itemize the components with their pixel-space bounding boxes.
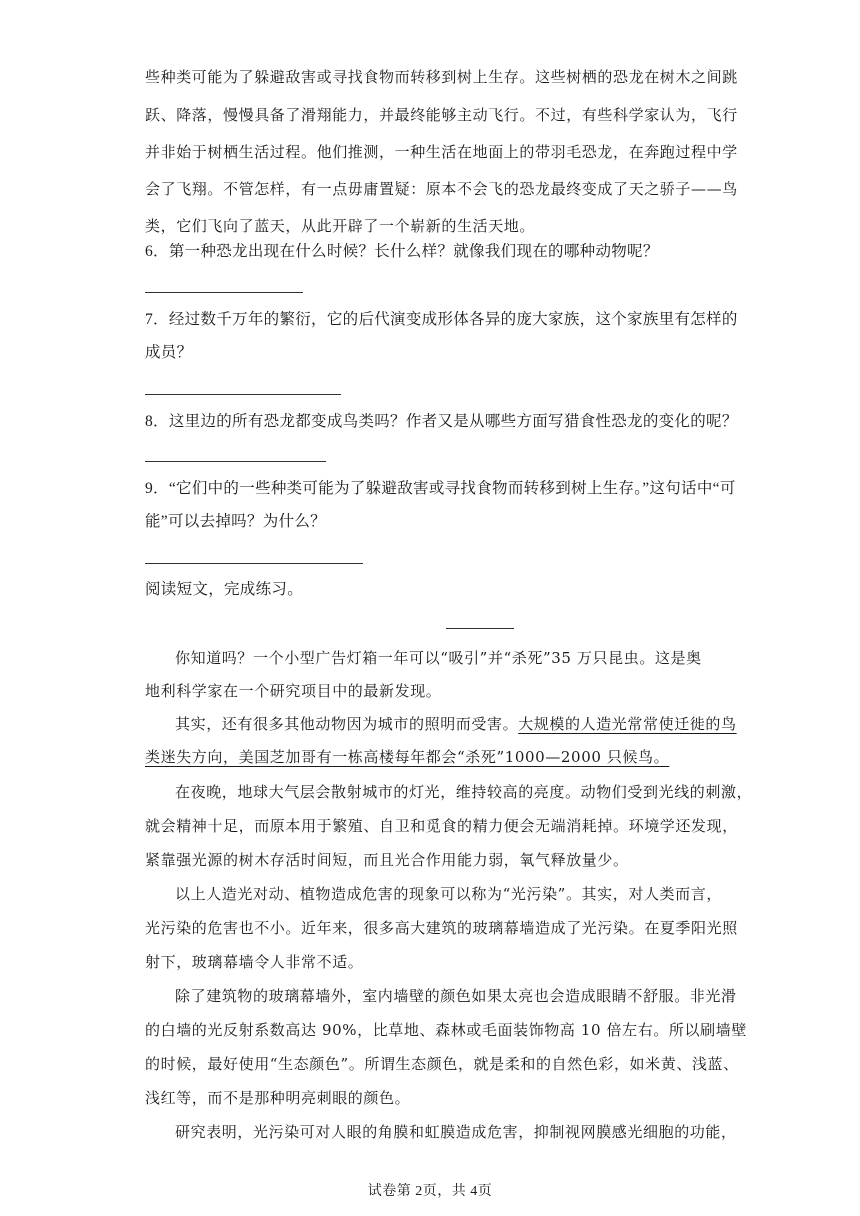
passage2-line: 研究表明，光污染可对人眼的角膜和虹膜造成危害，抑制视网膜感光细胞的功能， xyxy=(175,1123,737,1141)
underlined-sentence: 大规模的人造光常常使迁徙的鸟 xyxy=(518,715,737,733)
title-blank[interactable] xyxy=(446,628,514,629)
question-7: 7．经过数千万年的繁衍，它的后代演变成形体各异的庞大家族，这个家族里有怎样的 xyxy=(145,311,738,328)
passage-line: 跃、降落，慢慢具备了滑翔能力，并最终能够主动飞行。不过，有些科学家认为，飞行 xyxy=(145,106,738,124)
answer-blank-7[interactable] xyxy=(145,394,341,395)
question-7-cont: 成员？ xyxy=(145,344,193,361)
passage-line: 并非始于树栖生活过程。他们推测，一种生活在地面上的带羽毛恐龙，在奔跑过程中学 xyxy=(145,143,738,161)
passage2-line: 你知道吗？一个小型广告灯箱一年可以“吸引”并“杀死”35 万只昆虫。这是奥 xyxy=(175,649,702,667)
passage2-line xyxy=(175,713,737,735)
passage2-line: 紧靠强光源的树木存活时间短，而且光合作用能力弱，氧气释放量少。 xyxy=(145,851,629,869)
passage2-line: 射下，玻璃幕墙令人非常不适。 xyxy=(145,953,364,971)
question-9-cont: 能”可以去掉吗？为什么？ xyxy=(145,513,326,530)
answer-blank-8[interactable] xyxy=(145,461,326,462)
passage2-line: 以上人造光对动、植物造成危害的现象可以称为“光污染”。其实，对人类而言， xyxy=(175,885,722,903)
passage2-line: 在夜晚，地球大气层会散射城市的灯光，维持较高的亮度。动物们受到光线的刺激， xyxy=(175,783,753,801)
instruction-text: 阅读短文，完成练习。 xyxy=(145,581,304,598)
passage2-line xyxy=(145,746,725,768)
passage-line: 会了飞翔。不管怎样，有一点毋庸置疑：原本不会飞的恐龙最终变成了天之骄子——鸟 xyxy=(145,180,738,198)
passage2-text: 其实，还有很多其他动物因为城市的照明而受害。 xyxy=(175,715,519,733)
page-footer: 试卷第 2页，共 4页 xyxy=(367,1184,493,1199)
passage-line: 些种类可能为了躲避敌害或寻找食物而转移到树上生存。这些树栖的恐龙在树木之间跳 xyxy=(145,68,738,86)
question-9: 9．“它们中的一些种类可能为了躲避敌害或寻找食物而转移到树上生存。”这句话中“可 xyxy=(145,480,736,497)
passage2-line: 除了建筑物的玻璃幕墙外，室内墙壁的颜色如果太亮也会造成眼睛不舒服。非光滑 xyxy=(175,987,737,1005)
answer-blank-9[interactable] xyxy=(145,563,363,564)
passage2-line: 的时候，最好使用“生态颜色”。所谓生态颜色，就是柔和的自然色彩，如米黄、浅蓝、 xyxy=(145,1055,739,1073)
question-6: 6．第一种恐龙出现在什么时候？长什么样？就像我们现在的哪种动物呢？ xyxy=(145,243,659,260)
passage2-line: 就会精神十足，而原本用于繁殖、自卫和觅食的精力便会无端消耗掉。环境学还发现， xyxy=(145,817,738,835)
passage-line: 类，它们飞向了蓝天，从此开辟了一个崭新的生活天地。 xyxy=(145,217,536,235)
passage2-line: 浅红等，而不是那种明亮刺眼的颜色。 xyxy=(145,1089,411,1107)
passage2-line: 的白墙的光反射系数高达 90%，比草地、森林或毛面装饰物高 10 倍左右。所以刷墙壁 xyxy=(145,1021,747,1039)
answer-blank-6[interactable] xyxy=(145,292,303,293)
underlined-sentence: 类迷失方向，美国芝加哥有一栋高楼每年都会“杀死”1000—2000 只候鸟。 xyxy=(145,748,670,766)
passage2-line: 地利科学家在一个研究项目中的最新发现。 xyxy=(145,682,442,700)
passage2-line: 光污染的危害也不小。近年来，很多高大建筑的玻璃幕墙造成了光污染。在夏季阳光照 xyxy=(145,919,738,937)
question-8: 8．这里边的所有恐龙都变成鸟类吗？作者又是从哪些方面写猎食性恐龙的变化的呢？ xyxy=(145,413,738,430)
